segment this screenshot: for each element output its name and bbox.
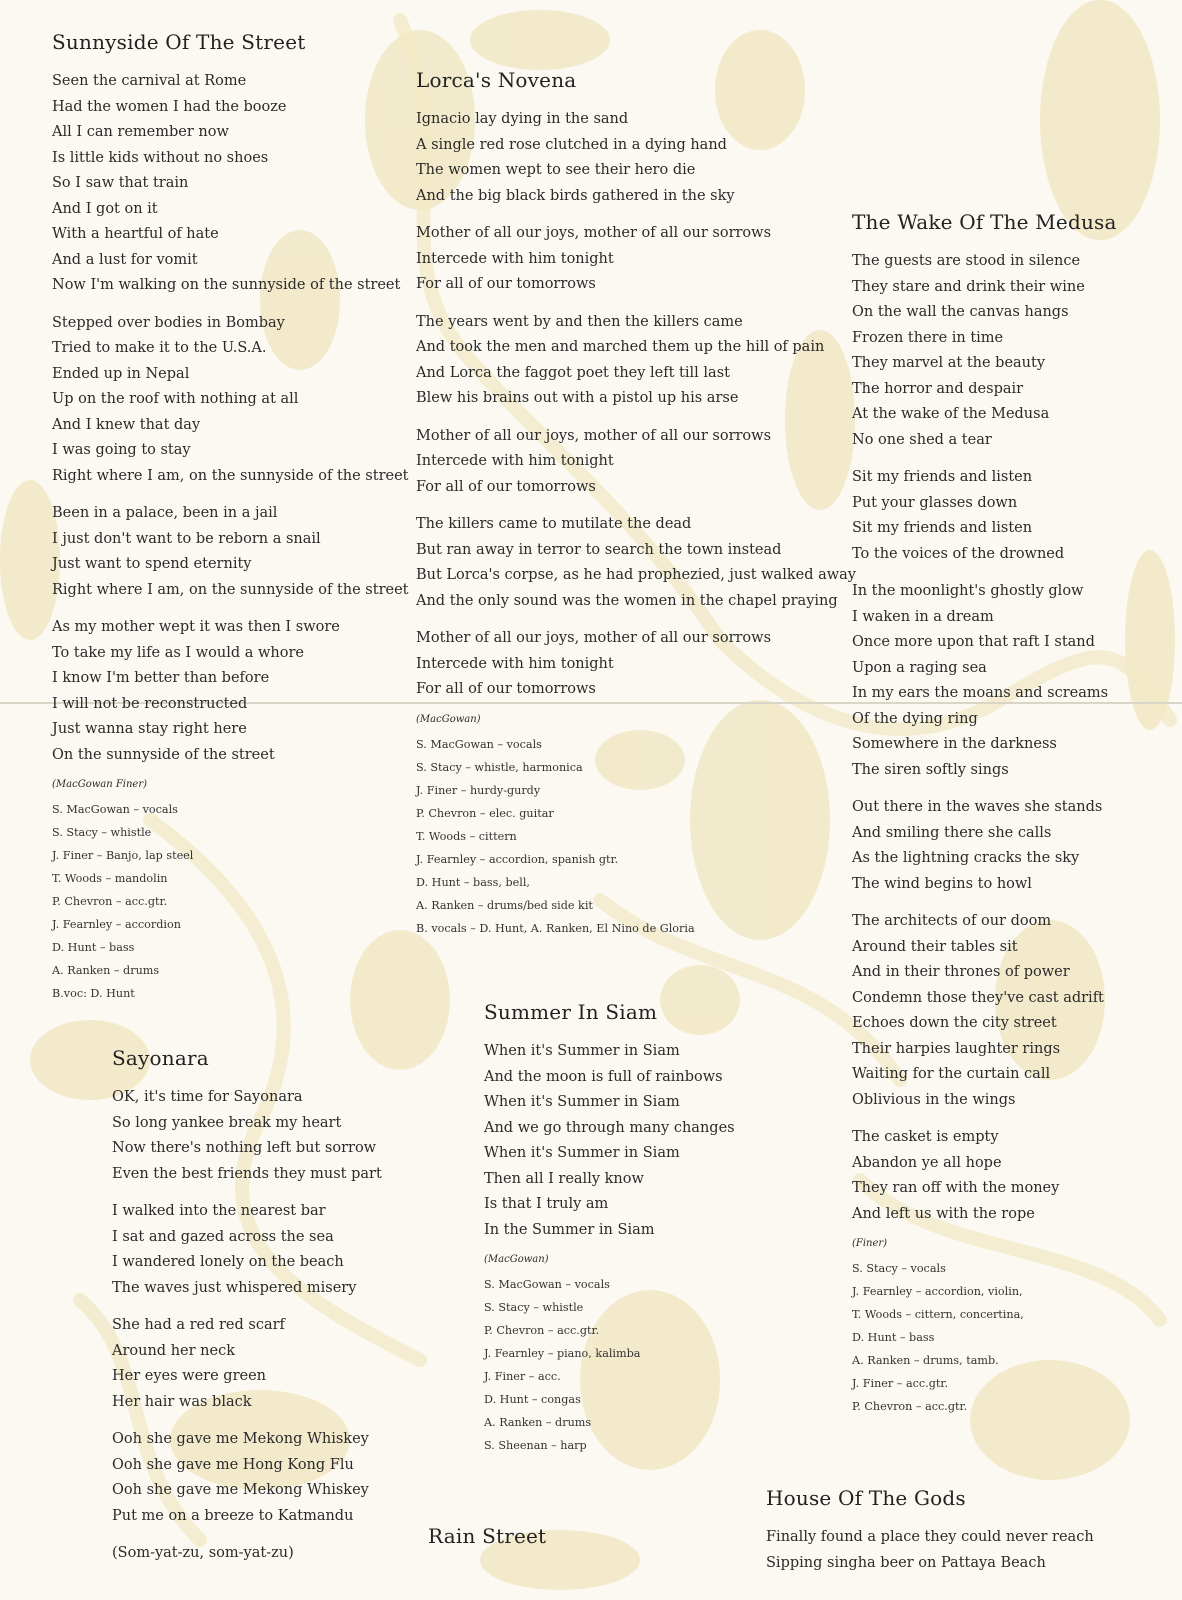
lyric-line: Seen the carnival at Rome bbox=[52, 73, 247, 89]
credit-line: S. Stacy – vocals bbox=[852, 1262, 946, 1275]
stanza bbox=[52, 311, 409, 490]
lyric-line: And Lorca the faggot poet they left till last bbox=[416, 364, 730, 381]
lyric-line: Abandon ye all hope bbox=[852, 1154, 1002, 1171]
credit-line: P. Chevron – acc.gtr. bbox=[484, 1324, 600, 1337]
lyric-line: For all of our tomorrows bbox=[416, 681, 596, 697]
lyric-line: Is little kids without no shoes bbox=[52, 149, 269, 166]
credit-line: S. Stacy – whistle, harmonica bbox=[416, 760, 583, 774]
lyric-line: Sit my friends and listen bbox=[852, 520, 1033, 536]
lyric-line: The horror and despair bbox=[852, 380, 1024, 397]
song-sunnyside bbox=[52, 30, 409, 1005]
lyric-line: (Som-yat-zu, som-yat-zu) bbox=[112, 1545, 294, 1561]
lyric-line: OK, it's time for Sayonara bbox=[112, 1089, 303, 1105]
lyric-line: Just want to spend eternity bbox=[52, 556, 252, 572]
lyric-line: Intercede with him tonight bbox=[416, 250, 614, 267]
lyric-line: Upon a raging sea bbox=[852, 659, 987, 676]
lyric-line: All I can remember now bbox=[52, 124, 229, 140]
credit-line: A. Ranken – drums/bed side kit bbox=[416, 898, 593, 912]
musician-credits bbox=[52, 798, 409, 1005]
lyric-line: I just don't want to be reborn a snail bbox=[52, 530, 321, 547]
stanza bbox=[416, 107, 856, 209]
lyric-line: I walked into the nearest bar bbox=[112, 1203, 326, 1219]
lyric-line: Out there in the waves she stands bbox=[852, 799, 1103, 815]
stanza bbox=[112, 1313, 382, 1415]
lyric-line: Now I'm walking on the sunnyside of the street bbox=[52, 277, 401, 293]
lyric-line: So long yankee break my heart bbox=[112, 1114, 342, 1131]
credit-line: B. vocals – D. Hunt, A. Ranken, El Nino de Gloria bbox=[416, 921, 695, 935]
writer-credit: (MacGowan) bbox=[484, 1254, 549, 1265]
song-title: Lorca's Novena bbox=[416, 68, 577, 92]
song-house-of-the-gods bbox=[766, 1486, 1094, 1588]
lyric-line: They marvel at the beauty bbox=[852, 355, 1046, 371]
stanza bbox=[112, 1541, 382, 1567]
stanza bbox=[766, 1525, 1094, 1576]
stanza bbox=[52, 501, 409, 603]
lyric-line: Up on the roof with nothing at all bbox=[52, 391, 299, 407]
musician-credits bbox=[852, 1257, 1117, 1418]
song-title: Summer In Siam bbox=[484, 1000, 658, 1024]
lyric-line: Ooh she gave me Mekong Whiskey bbox=[112, 1482, 369, 1498]
lyric-line: For all of our tomorrows bbox=[416, 276, 596, 292]
lyric-line: The guests are stood in silence bbox=[852, 253, 1081, 269]
lyric-line: Her eyes were green bbox=[112, 1368, 266, 1384]
lyric-line: The siren softly sings bbox=[852, 761, 1009, 778]
lyric-line: But ran away in terror to search the town instead bbox=[416, 541, 782, 558]
credit-line: P. Chevron – elec. guitar bbox=[416, 806, 554, 820]
credit-line: P. Chevron – acc.gtr. bbox=[52, 895, 168, 908]
credit-line: D. Hunt – congas bbox=[484, 1393, 581, 1406]
song-sayonara bbox=[112, 1046, 382, 1579]
lyric-line: As the lightning cracks the sky bbox=[852, 850, 1080, 866]
song-summer-in-siam bbox=[484, 1000, 735, 1457]
lyric-line: I wandered lonely on the beach bbox=[112, 1254, 344, 1270]
song-lorcas-novena bbox=[416, 68, 856, 940]
stanza bbox=[416, 512, 856, 614]
song-wake-of-the-medusa bbox=[852, 210, 1117, 1418]
lyric-line: In the Summer in Siam bbox=[484, 1221, 655, 1238]
lyric-line: The wind begins to howl bbox=[852, 875, 1032, 892]
lyric-line: The killers came to mutilate the dead bbox=[416, 516, 692, 532]
lyric-line: Ooh she gave me Mekong Whiskey bbox=[112, 1431, 369, 1447]
lyric-line: And I got on it bbox=[52, 200, 158, 217]
lyric-line: Around their tables sit bbox=[852, 938, 1018, 955]
song-title: Sunnyside Of The Street bbox=[52, 30, 306, 54]
credit-line: S. MacGowan – vocals bbox=[416, 737, 542, 751]
lyric-line: The years went by and then the killers came bbox=[416, 313, 743, 330]
lyric-line: Had the women I had the booze bbox=[52, 98, 287, 115]
lyric-line: And the moon is full of rainbows bbox=[484, 1068, 723, 1085]
stanza bbox=[52, 69, 409, 299]
lyric-line: I was going to stay bbox=[52, 442, 191, 458]
lyric-line: Once more upon that raft I stand bbox=[852, 634, 1095, 650]
credit-line: J. Fearnley – accordion, violin, bbox=[852, 1285, 1023, 1298]
stanza bbox=[416, 626, 856, 703]
lyric-line: I sat and gazed across the sea bbox=[112, 1228, 334, 1245]
lyric-line: They ran off with the money bbox=[852, 1180, 1060, 1196]
lyric-line: Her hair was black bbox=[112, 1393, 252, 1410]
lyric-line: Sipping singha beer on Pattaya Beach bbox=[766, 1554, 1046, 1571]
lyric-line: When it's Summer in Siam bbox=[484, 1043, 680, 1059]
lyric-line: Intercede with him tonight bbox=[416, 655, 614, 672]
lyric-line: The waves just whispered misery bbox=[112, 1279, 357, 1296]
lyric-line: Frozen there in time bbox=[852, 329, 1004, 346]
lyric-line: Then all I really know bbox=[484, 1170, 644, 1187]
credit-line: J. Finer – acc. bbox=[484, 1370, 561, 1383]
song-title: Sayonara bbox=[112, 1046, 209, 1070]
lyric-line: Mother of all our joys, mother of all our sorrows bbox=[416, 630, 772, 646]
lyric-line: Stepped over bodies in Bombay bbox=[52, 314, 285, 331]
lyric-line: Condemn those they've cast adrift bbox=[852, 989, 1104, 1006]
credit-line: T. Woods – cittern, concertina, bbox=[852, 1308, 1024, 1321]
lyric-line: And took the men and marched them up the hill of pain bbox=[416, 339, 825, 355]
lyric-line: And we go through many changes bbox=[484, 1119, 735, 1136]
credit-line: J. Finer – acc.gtr. bbox=[852, 1377, 949, 1390]
song-title: Rain Street bbox=[428, 1524, 547, 1548]
lyric-line: I waken in a dream bbox=[852, 608, 994, 625]
credit-line: J. Finer – hurdy-gurdy bbox=[416, 783, 541, 797]
stanza bbox=[416, 310, 856, 412]
lyric-line: Oblivious in the wings bbox=[852, 1091, 1016, 1108]
lyric-line: As my mother wept it was then I swore bbox=[52, 619, 340, 635]
stanza bbox=[852, 1125, 1117, 1227]
lyric-line: Now there's nothing left but sorrow bbox=[112, 1140, 377, 1156]
credit-line: P. Chevron – acc.gtr. bbox=[852, 1400, 968, 1413]
lyric-line: A single red rose clutched in a dying hand bbox=[416, 136, 727, 153]
credit-line: J. Fearnley – accordion bbox=[52, 918, 181, 931]
credit-line: J. Fearnley – piano, kalimba bbox=[484, 1347, 641, 1360]
lyric-line: Put your glasses down bbox=[852, 494, 1018, 511]
lyric-line: And I knew that day bbox=[52, 416, 201, 433]
song-title: House Of The Gods bbox=[766, 1486, 966, 1510]
lyric-line: Waiting for the curtain call bbox=[852, 1066, 1051, 1082]
credit-line: J. Fearnley – accordion, spanish gtr. bbox=[416, 852, 619, 866]
lyric-line: And left us with the rope bbox=[852, 1205, 1035, 1222]
lyric-line: Even the best friends they must part bbox=[112, 1165, 382, 1182]
lyric-line: I know I'm better than before bbox=[52, 670, 270, 686]
writer-credit: (MacGowan) bbox=[416, 713, 481, 725]
musician-credits bbox=[484, 1273, 735, 1457]
lyric-line: To the voices of the drowned bbox=[852, 545, 1065, 562]
credit-line: T. Woods – cittern bbox=[416, 829, 517, 843]
stanza bbox=[52, 615, 409, 768]
lyric-line: She had a red red scarf bbox=[112, 1317, 285, 1333]
lyric-line: The casket is empty bbox=[852, 1129, 999, 1145]
lyric-line: Put me on a breeze to Katmandu bbox=[112, 1507, 354, 1524]
song-rain-street bbox=[428, 1524, 546, 1563]
lyric-line: Blew his brains out with a pistol up his arse bbox=[416, 390, 739, 406]
stanza bbox=[112, 1085, 382, 1187]
credit-line: S. MacGowan – vocals bbox=[484, 1278, 610, 1291]
writer-credit: (MacGowan Finer) bbox=[52, 779, 148, 790]
lyric-line: Ended up in Nepal bbox=[52, 365, 190, 382]
credit-line: A. Ranken – drums bbox=[484, 1416, 592, 1429]
credit-line: B.voc: D. Hunt bbox=[52, 987, 135, 1000]
stanza bbox=[852, 579, 1117, 783]
lyric-line: Mother of all our joys, mother of all our sorrows bbox=[416, 427, 772, 444]
lyric-line: In my ears the moans and screams bbox=[852, 685, 1109, 701]
credit-line: A. Ranken – drums, tamb. bbox=[852, 1354, 999, 1367]
song-title: The Wake Of The Medusa bbox=[852, 210, 1117, 234]
credit-line: S. Stacy – whistle bbox=[52, 826, 152, 839]
stanza bbox=[112, 1199, 382, 1301]
credit-line: J. Finer – Banjo, lap steel bbox=[52, 849, 194, 862]
stanza bbox=[852, 909, 1117, 1113]
lyric-line: Finally found a place they could never reach bbox=[766, 1529, 1094, 1545]
lyric-line: Mother of all our joys, mother of all our sorrows bbox=[416, 225, 772, 241]
stanza bbox=[852, 795, 1117, 897]
lyric-line: Intercede with him tonight bbox=[416, 453, 614, 469]
credit-line: D. Hunt – bass, bell, bbox=[416, 875, 530, 889]
lyric-line: Ignacio lay dying in the sand bbox=[416, 111, 629, 127]
lyric-line: When it's Summer in Siam bbox=[484, 1145, 680, 1161]
lyric-line: On the sunnyside of the street bbox=[52, 746, 275, 763]
credit-line: S. Stacy – whistle bbox=[484, 1301, 584, 1314]
stanza bbox=[484, 1039, 735, 1243]
stanza bbox=[852, 465, 1117, 567]
stanza bbox=[112, 1427, 382, 1529]
lyric-line: With a heartful of hate bbox=[52, 226, 219, 242]
lyric-line: Sit my friends and listen bbox=[852, 469, 1033, 485]
writer-credit: (Finer) bbox=[852, 1238, 888, 1249]
stanza bbox=[416, 221, 856, 298]
credit-line: T. Woods – mandolin bbox=[52, 872, 168, 885]
credit-line: A. Ranken – drums bbox=[52, 964, 160, 977]
lyric-line: Just wanna stay right here bbox=[52, 721, 247, 737]
lyric-line: I will not be reconstructed bbox=[52, 695, 248, 712]
lyric-line: Been in a palace, been in a jail bbox=[52, 505, 278, 521]
lyric-line: But Lorca's corpse, as he had prophezied, just walked away bbox=[416, 567, 856, 583]
lyric-line: Ooh she gave me Hong Kong Flu bbox=[112, 1456, 354, 1473]
lyric-line: Is that I truly am bbox=[484, 1196, 609, 1212]
credit-line: D. Hunt – bass bbox=[52, 941, 135, 954]
lyric-line: Tried to make it to the U.S.A. bbox=[52, 340, 267, 356]
lyric-line: And the big black birds gathered in the sky bbox=[416, 187, 735, 204]
musician-credits bbox=[416, 733, 856, 940]
lyric-line: They stare and drink their wine bbox=[852, 278, 1085, 295]
lyric-line: And in their thrones of power bbox=[852, 964, 1070, 980]
lyric-line: Right where I am, on the sunnyside of the street bbox=[52, 467, 409, 484]
stanza bbox=[852, 249, 1117, 453]
credit-line: D. Hunt – bass bbox=[852, 1331, 935, 1344]
lyric-line: The women wept to see their hero die bbox=[416, 162, 696, 178]
credit-line: S. Sheenan – harp bbox=[484, 1439, 587, 1452]
lyric-line: Their harpies laughter rings bbox=[852, 1040, 1061, 1057]
lyric-line: For all of our tomorrows bbox=[416, 478, 596, 495]
lyric-line: Somewhere in the darkness bbox=[852, 736, 1057, 752]
lyric-line: At the wake of the Medusa bbox=[852, 406, 1050, 422]
stanza bbox=[416, 424, 856, 501]
lyric-line: To take my life as I would a whore bbox=[52, 644, 305, 661]
lyric-line: Of the dying ring bbox=[852, 710, 978, 727]
lyric-line: On the wall the canvas hangs bbox=[852, 304, 1069, 320]
lyric-line: And the only sound was the women in the chapel praying bbox=[416, 592, 838, 609]
lyric-line: Around her neck bbox=[112, 1342, 235, 1359]
lyric-line: And a lust for vomit bbox=[52, 251, 198, 268]
credit-line: S. MacGowan – vocals bbox=[52, 803, 178, 816]
lyric-line: So I saw that train bbox=[52, 175, 189, 191]
lyric-line: Right where I am, on the sunnyside of the street bbox=[52, 581, 409, 598]
lyric-line: No one shed a tear bbox=[852, 431, 992, 448]
lyric-line: Echoes down the city street bbox=[852, 1015, 1057, 1031]
lyric-line: In the moonlight's ghostly glow bbox=[852, 583, 1084, 599]
lyric-line: When it's Summer in Siam bbox=[484, 1094, 680, 1110]
lyric-line: The architects of our doom bbox=[852, 913, 1052, 929]
lyric-line: And smiling there she calls bbox=[852, 824, 1052, 841]
